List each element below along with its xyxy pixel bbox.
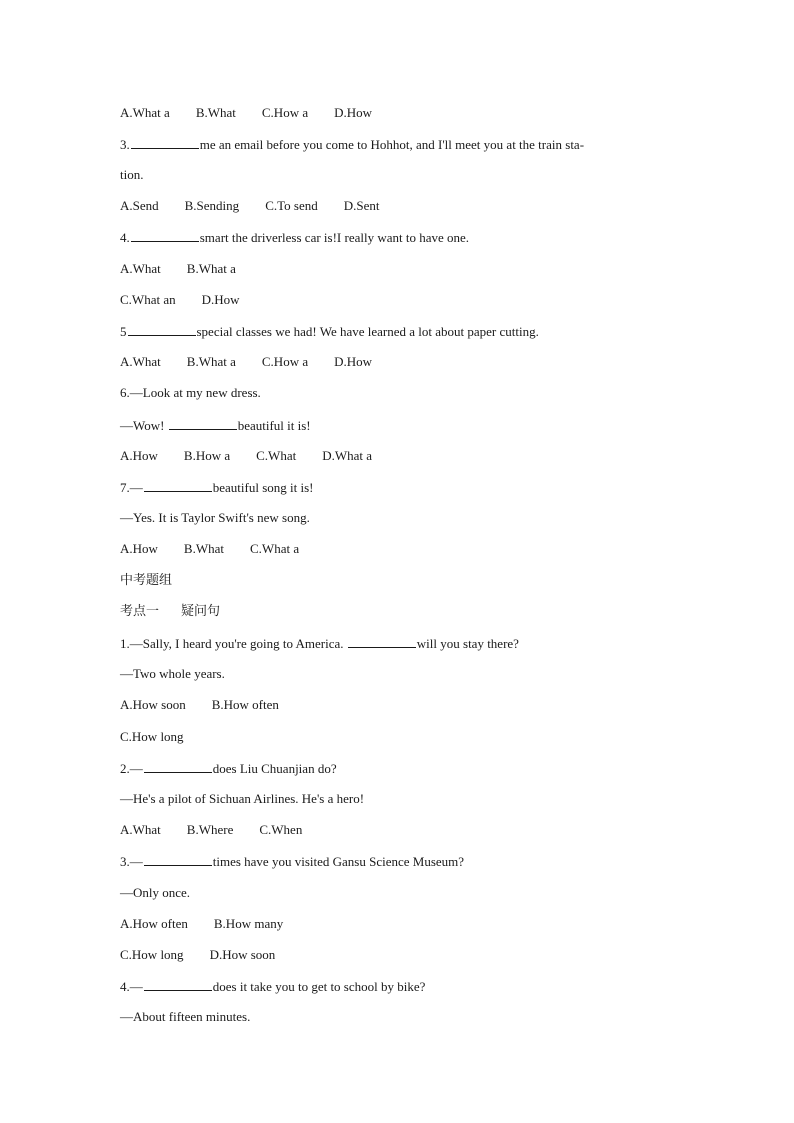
question-line	[120, 229, 469, 246]
answer-blank	[144, 978, 212, 991]
question-line	[120, 417, 311, 434]
question-prefix: 7.—	[120, 480, 143, 495]
text-line: —He's a pilot of Sichuan Airlines. He's a hero!	[120, 791, 365, 806]
answer-option: B.How a	[183, 448, 231, 463]
answer-blank	[348, 635, 416, 648]
answer-option: D.What a	[322, 448, 373, 463]
options-row	[120, 354, 372, 370]
answer-option: C.How long	[120, 729, 184, 744]
answer-blank	[144, 479, 212, 492]
question-prefix: 4.	[120, 230, 130, 245]
options-row	[120, 292, 240, 308]
options-row	[120, 697, 279, 713]
answer-option: D.Sent	[343, 198, 380, 213]
options-row	[120, 541, 299, 557]
answer-blank	[128, 323, 196, 336]
question-suffix: beautiful song it is!	[212, 480, 314, 495]
question-line	[120, 760, 337, 777]
text-line: 6.—Look at my new dress.	[120, 385, 261, 400]
text-line: —Yes. It is Taylor Swift's new song.	[120, 510, 310, 525]
question-prefix: 4.—	[120, 979, 143, 994]
question-suffix: does Liu Chuanjian do?	[212, 761, 337, 776]
answer-option: D.How	[334, 105, 373, 120]
answer-option: A.How soon	[120, 697, 186, 712]
answer-option: A.How	[120, 541, 158, 556]
question-line	[120, 635, 519, 652]
options-row	[120, 261, 236, 277]
question-suffix: me an email before you come to Hohhot, and I'll meet you at the train sta-	[199, 137, 585, 152]
answer-option: C.What	[256, 448, 297, 463]
topic-label: 考点一	[120, 604, 160, 619]
answer-option: B.What a	[186, 261, 236, 276]
answer-option: B.What	[195, 105, 236, 120]
options-row	[120, 448, 372, 464]
answer-option: D.How soon	[209, 947, 276, 962]
answer-option: A.What	[120, 261, 161, 276]
question-suffix: beautiful it is!	[237, 418, 311, 433]
answer-blank	[169, 417, 237, 430]
text-line: —Two whole years.	[120, 666, 225, 681]
question-line	[120, 479, 314, 496]
answer-option: B.How many	[213, 916, 284, 931]
text-line: tion.	[120, 167, 144, 182]
answer-option: B.What	[183, 541, 224, 556]
question-prefix: —Wow!	[120, 418, 168, 433]
question-suffix: will you stay there?	[416, 636, 519, 651]
answer-option: C.What an	[120, 292, 176, 307]
answer-option: B.Where	[186, 822, 234, 837]
section-heading: 中考题组	[120, 573, 173, 588]
question-suffix: does it take you to get to school by bike?	[212, 979, 426, 994]
answer-blank	[131, 136, 199, 149]
question-line	[120, 853, 464, 870]
answer-option: C.To send	[265, 198, 318, 213]
text-line: —Only once.	[120, 885, 191, 900]
question-prefix: 1.—Sally, I heard you're going to America.	[120, 636, 347, 651]
answer-option: B.What a	[186, 354, 236, 369]
answer-option: C.How a	[261, 105, 309, 120]
answer-option: C.How a	[261, 354, 309, 369]
question-suffix: times have you visited Gansu Science Museum?	[212, 854, 465, 869]
options-row	[120, 822, 302, 838]
answer-option: A.How often	[120, 916, 188, 931]
question-prefix: 5	[120, 324, 127, 339]
answer-blank	[144, 853, 212, 866]
answer-option: A.What	[120, 354, 161, 369]
answer-option: B.Sending	[184, 198, 240, 213]
options-row	[120, 198, 379, 214]
answer-blank	[131, 229, 199, 242]
text-line: —About fifteen minutes.	[120, 1009, 251, 1024]
answer-option: D.How	[334, 354, 373, 369]
question-line	[120, 136, 584, 153]
topic-heading	[120, 604, 220, 620]
options-row	[120, 916, 283, 932]
answer-option: A.How	[120, 448, 158, 463]
question-suffix: special classes we had! We have learned a lot about paper cutting.	[196, 324, 539, 339]
question-line	[120, 978, 425, 995]
options-row	[120, 729, 184, 745]
answer-option: C.When	[259, 822, 303, 837]
answer-blank	[144, 760, 212, 773]
question-suffix: smart the driverless car is!I really want to have one.	[199, 230, 470, 245]
answer-option: A.Send	[120, 198, 159, 213]
question-prefix: 3.	[120, 137, 130, 152]
answer-option: C.How long	[120, 947, 184, 962]
question-line	[120, 323, 539, 340]
topic-title: 疑问句	[181, 604, 221, 619]
question-prefix: 3.—	[120, 854, 143, 869]
options-row	[120, 105, 372, 121]
answer-option: B.How often	[211, 697, 279, 712]
answer-option: C.What a	[250, 541, 300, 556]
answer-option: A.What a	[120, 105, 170, 120]
question-prefix: 2.—	[120, 761, 143, 776]
options-row	[120, 947, 275, 963]
answer-option: D.How	[201, 292, 240, 307]
answer-option: A.What	[120, 822, 161, 837]
